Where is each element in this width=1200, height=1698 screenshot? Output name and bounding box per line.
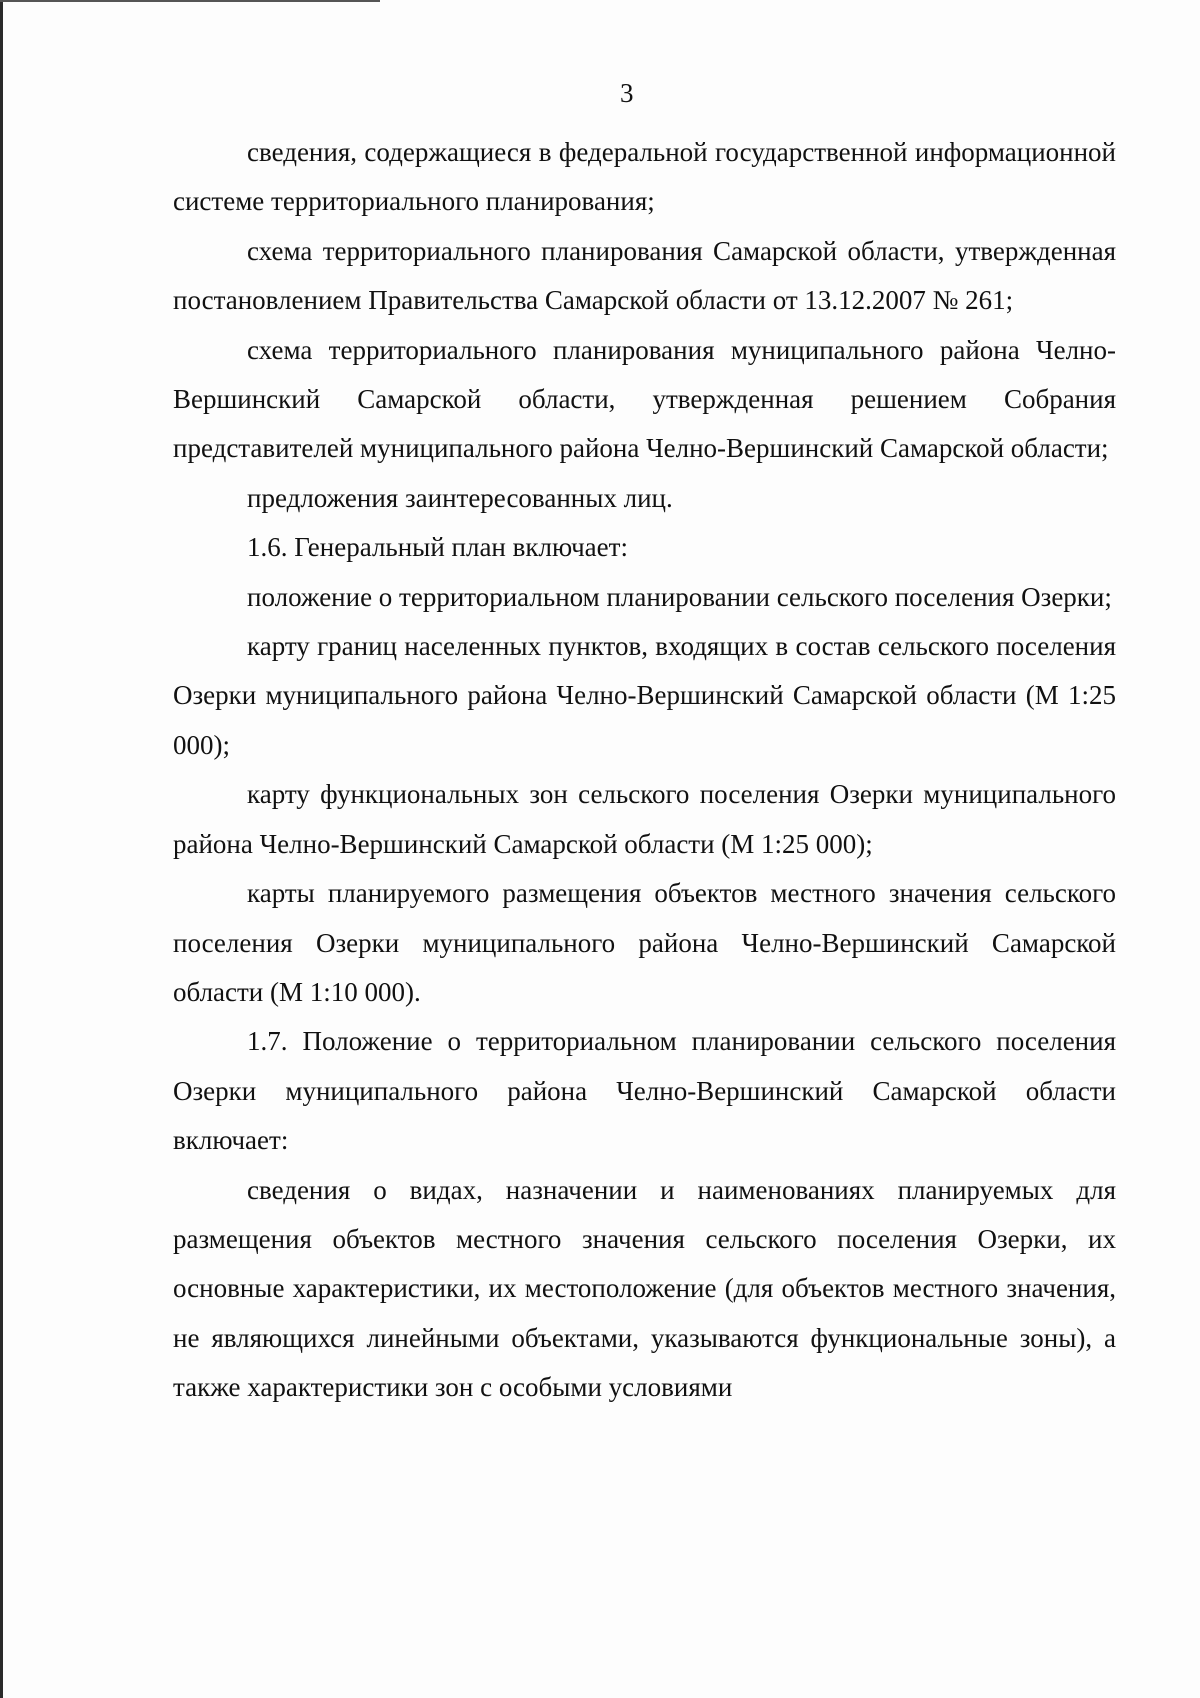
- paragraph-district-scheme: схема территориального планирования муниципального района Челно-Вершинский Самарской области, утвержденная решением Собрания представителей муниципального района Челно-Вершинский Самарской области;: [173, 334, 1116, 464]
- paragraph-regional-scheme: схема территориального планирования Самарской области, утвержденная постановлением Правительства Самарской области от 13.12.2007 № 261;: [173, 235, 1116, 316]
- page-left-edge: [0, 0, 3, 1698]
- paragraph-objects-info: сведения о видах, назначении и наименованиях планируемых для размещения объектов местного значения сельского поселения Озерки, их основные характеристики, их местоположение (для объектов местного значения, не являющихся линейными объектами, указываются функциональные зоны), а также характеристики зон с особыми условиями: [173, 1174, 1116, 1403]
- paragraph-fgis-info: сведения, содержащиеся в федеральной государственной информационной системе территориального планирования;: [173, 137, 1116, 217]
- paragraph-placement-maps: карты планируемого размещения объектов местного значения сельского поселения Озерки муниципального района Челно-Вершинский Самарской области (М 1:10 000).: [173, 878, 1116, 1007]
- page-top-edge: [0, 0, 380, 2]
- paragraph-functional-zones-map: карту функциональных зон сельского поселения Озерки муниципального района Челно-Вершинский Самарской области (М 1:25 000);: [173, 779, 1116, 859]
- paragraph-proposals: предложения заинтересованных лиц.: [247, 482, 673, 513]
- paragraph-section-1-7: 1.7. Положение о территориальном планировании сельского поселения Озерки муниципального района Челно-Вершинский Самарской области включает:: [173, 1026, 1116, 1156]
- document-body: [173, 128, 1116, 1413]
- paragraph-boundaries-map: карту границ населенных пунктов, входящих в состав сельского поселения Озерки муниципального района Челно-Вершинский Самарской области (М 1:25 000);: [173, 631, 1116, 760]
- page-number: 3: [620, 78, 634, 108]
- paragraph-planning-provision: положение о территориальном планировании сельского поселения Озерки;: [247, 581, 1112, 612]
- paragraph-section-1-6: 1.6. Генеральный план включает:: [247, 532, 628, 563]
